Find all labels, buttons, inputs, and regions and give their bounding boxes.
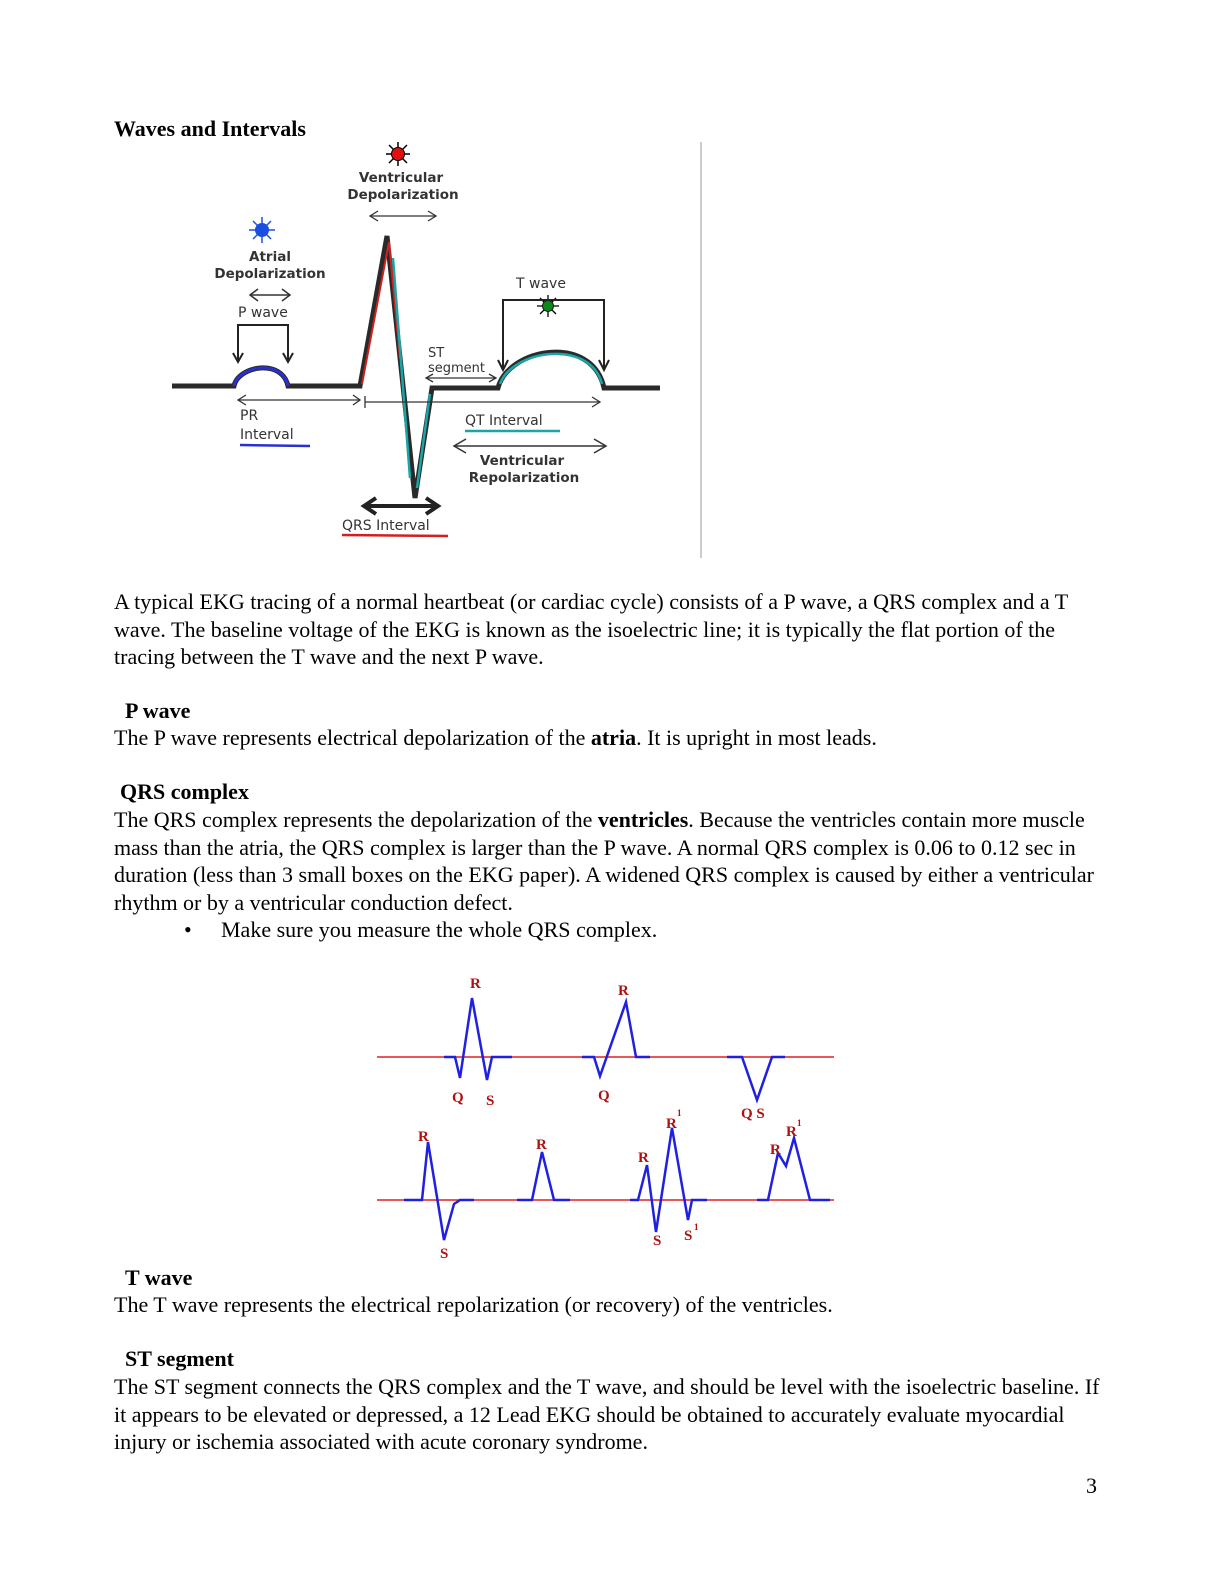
intro-paragraph: A typical EKG tracing of a normal heartbeat (or cardiac cycle) consists of a P wave, a QRS complex and a T wave. The baseline voltage of the EKG is known as the isoelectric line; it is typically the flat portion of the tracing between the T wave and the next P wave. — [114, 589, 1068, 669]
page-number: 3 — [1086, 1473, 1097, 1498]
st-segment-paragraph: The ST segment connects the QRS complex and the T wave, and should be level with the isoelectric baseline. If it appears to be elevated or depressed, a 12 Lead EKG should be obtained to accurately evaluate myocardial injury or ischemia associated with acute coronary syndrome. — [114, 1374, 1100, 1454]
qrs-morphologies-figure — [372, 972, 838, 1262]
qt-interval-arrow — [365, 396, 600, 408]
ventricular-depolarization-icon — [386, 142, 410, 166]
superscript-one: 1 — [694, 1222, 699, 1232]
qrs-trace-rsr — [630, 1128, 707, 1232]
t-wave-heading: T wave — [125, 1265, 193, 1290]
qrs-trace-r — [517, 1152, 570, 1200]
label-s-prime: S — [684, 1228, 693, 1244]
p-wave-bracket — [233, 325, 293, 362]
bullet-icon: • — [184, 917, 192, 942]
label-r-prime: R — [666, 1116, 677, 1132]
pr-interval-underline — [240, 445, 310, 446]
ventricular-repolarization-label-2: Repolarization — [468, 470, 580, 486]
section-title: Waves and Intervals — [114, 116, 306, 141]
ekg-waves-diagram — [110, 138, 710, 562]
superscript-one: 1 — [797, 1118, 802, 1128]
label-r: R — [418, 1129, 429, 1145]
p-wave-label: P wave — [238, 305, 288, 321]
qrs-interval-underline — [342, 535, 448, 536]
ventricular-depolarization-label-2: Depolarization — [347, 187, 459, 203]
atrial-depolarization-icon — [249, 217, 275, 243]
label-q: Q — [452, 1090, 464, 1106]
label-r: R — [536, 1137, 547, 1153]
label-r: R — [770, 1142, 781, 1158]
atrial-depolarization-arrow — [250, 289, 290, 301]
label-r-prime: R — [786, 1124, 797, 1140]
label-s: S — [653, 1233, 662, 1249]
label-q: Q — [598, 1088, 610, 1104]
ventricular-depolarization-arrow — [370, 211, 436, 221]
pr-interval-label-1: PR — [240, 408, 259, 424]
st-segment-label-2: segment — [428, 361, 486, 376]
label-r: R — [618, 983, 629, 999]
st-segment-heading: ST segment — [125, 1346, 234, 1371]
atrial-depolarization-label-2: Depolarization — [214, 266, 326, 282]
t-wave-bracket — [498, 300, 609, 370]
st-segment-label-1: ST — [428, 346, 445, 361]
label-r: R — [470, 976, 481, 992]
p-wave-paragraph: The P wave represents electrical depolarization of the atria. It is upright in most leads. — [114, 725, 877, 750]
qrs-trace-qrs — [444, 998, 512, 1080]
atrial-depolarization-label-1: Atrial — [249, 249, 291, 265]
label-s: S — [486, 1093, 495, 1109]
qrs-trace-rs — [404, 1142, 474, 1240]
qrs-paragraph: The QRS complex represents the depolarization of the ventricles. Because the ventricles contain more muscle mass than the atria, the QRS complex is larger than the P wave. A normal QRS complex is 0.06 to 0.12 sec in duration (less than 3 small boxes on the EKG paper). A widened QRS complex is caused by either a ventricular rhythm or by a ventricular conduction defect. — [114, 807, 1094, 915]
t-wave-label: T wave — [516, 276, 566, 292]
qrs-trace-qr — [582, 1002, 650, 1076]
label-qs: Q S — [741, 1106, 765, 1122]
pr-interval-label-2: Interval — [240, 427, 294, 443]
ventricular-depolarization-label-1: Ventricular — [358, 170, 444, 186]
qrs-interval-label: QRS Interval — [342, 518, 430, 534]
ventricular-repolarization-label-1: Ventricular — [479, 453, 565, 469]
t-wave-icon — [537, 295, 559, 317]
superscript-one: 1 — [677, 1108, 682, 1118]
qrs-interval-arrow — [364, 498, 438, 514]
pr-interval-arrow — [238, 395, 360, 405]
qt-interval-label: QT Interval — [465, 413, 543, 429]
label-s: S — [440, 1246, 449, 1262]
qrs-trace-rr — [757, 1138, 830, 1200]
qrs-trace-qs — [727, 1057, 785, 1100]
p-wave-heading: P wave — [125, 698, 191, 723]
t-wave-paragraph: The T wave represents the electrical repolarization (or recovery) of the ventricles. — [114, 1292, 833, 1317]
qrs-heading: QRS complex — [120, 779, 249, 804]
label-r: R — [638, 1150, 649, 1166]
ventricular-repolarization-arrow — [454, 439, 606, 453]
